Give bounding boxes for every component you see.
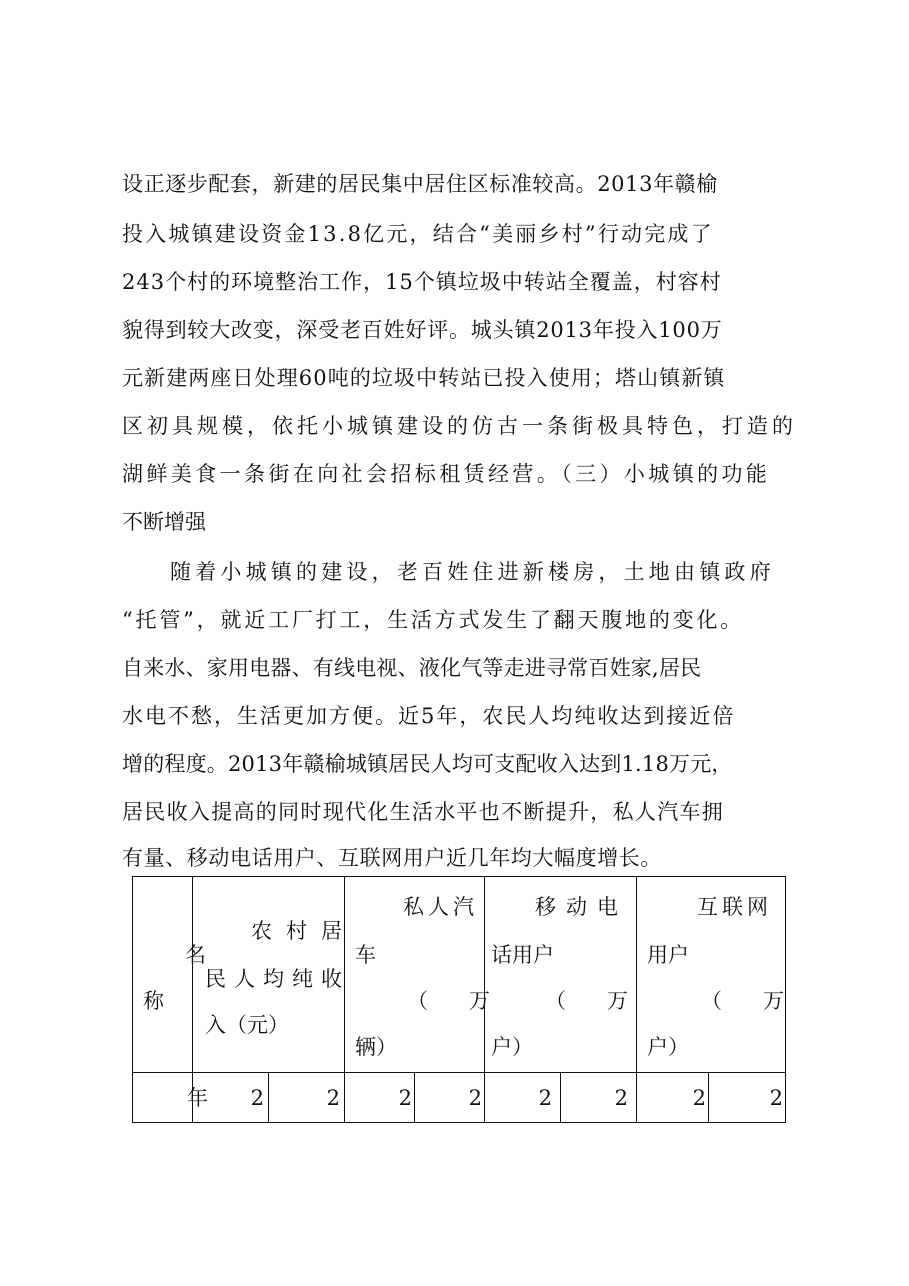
header-car-line2: 车: [355, 943, 376, 967]
header-internet-line3: （ 万: [701, 989, 794, 1013]
table-cell: [415, 1073, 485, 1123]
header-internet-line4: 户）: [647, 1035, 689, 1059]
statistics-table: [132, 876, 794, 1123]
header-mobile-line1: 移动电: [535, 895, 628, 919]
header-mobile-line4: 户）: [491, 1035, 533, 1059]
paragraph-line: 居民收入提高的同时现代化生活水平也不断提升，私人汽车拥: [122, 800, 725, 824]
header-name-top: 名: [185, 943, 206, 967]
header-cell-car: [345, 877, 500, 1073]
header-income-line2: 民人均纯收: [205, 967, 350, 991]
paragraph-line: 元新建两座日处理60吨的垃圾中转站已投入使用；塔山镇新镇: [122, 366, 726, 390]
paragraph-line: 不断增强: [122, 510, 206, 534]
header-mobile-line2: 话用户: [491, 943, 554, 967]
paragraph-line: 水电不愁，生活更加方便。近5年，农民人均纯收达到接近倍: [122, 704, 736, 728]
paragraph-line: 投入城镇建设资金13.8亿元，结合“美丽乡村”行动完成了: [122, 222, 714, 246]
paragraph-line: 增的程度。2013年赣榆城镇居民人均可支配收入达到1.18万元，: [122, 752, 733, 776]
table-cell: [709, 1073, 786, 1123]
header-car-line3: （ 万: [407, 989, 500, 1013]
cell-value: 2: [250, 1086, 264, 1110]
header-cell-income: [193, 877, 356, 1073]
cell-value: 2: [692, 1086, 706, 1110]
header-car-line4: 辆）: [355, 1035, 397, 1059]
paragraph-line: 貌得到较大改变，深受老百姓好评。城头镇2013年投入100万: [122, 318, 723, 342]
row-label-cell: [133, 1073, 208, 1123]
paragraph-line: 随着小城镇的建设，老百姓住进新楼房，土地由镇政府: [170, 560, 775, 584]
table-cell: [485, 1073, 561, 1123]
header-income-line1: 农村居: [251, 919, 356, 943]
table-cell: [193, 1073, 269, 1123]
cell-value: 2: [769, 1086, 783, 1110]
table-cell: [269, 1073, 345, 1123]
paragraph-line: “托管”，就近工厂打工，生活方式发生了翻天腹地的变化。: [122, 608, 745, 632]
table-cell: [345, 1073, 415, 1123]
header-cell-mobile: [485, 877, 637, 1073]
paragraph-line: 湖鲜美食一条街在向社会招标租赁经营。（三）小城镇的功能: [122, 462, 771, 486]
header-internet-line2: 用户: [647, 943, 689, 967]
header-name-bottom: 称: [143, 989, 164, 1013]
table-cell: [637, 1073, 709, 1123]
row-label: 年: [187, 1086, 208, 1110]
paragraph-line: 区初具规模，依托小城镇建设的仿古一条街极具特色，打造的: [122, 414, 797, 438]
paragraph-line: 243个村的环境整治工作，15个镇垃圾中转站全覆盖，村容村: [122, 270, 722, 294]
table-cell: [561, 1073, 637, 1123]
paragraph-line: 有量、移动电话用户、互联网用户近几年均大幅度增长。: [122, 846, 662, 870]
header-mobile-line3: （ 万: [545, 989, 638, 1013]
header-car-line1: 私人汽: [403, 895, 478, 919]
cell-value: 2: [398, 1086, 412, 1110]
cell-value: 2: [538, 1086, 552, 1110]
table-header-row: [133, 877, 786, 1073]
cell-value: 2: [326, 1086, 340, 1110]
table-row: [133, 1073, 786, 1123]
cell-value: 2: [468, 1086, 482, 1110]
paragraph-line: 自来水、家用电器、有线电视、液化气等走进寻常百姓家,居民: [122, 656, 702, 680]
header-cell-name: [133, 877, 206, 1073]
paragraph-line: 设正逐步配套，新建的居民集中居住区标准较高。2013年赣榆: [122, 172, 718, 196]
cell-value: 2: [614, 1086, 628, 1110]
header-cell-internet: [637, 877, 794, 1073]
header-internet-line1: 互联网: [697, 895, 772, 919]
header-income-line3: 入（元）: [205, 1013, 289, 1037]
